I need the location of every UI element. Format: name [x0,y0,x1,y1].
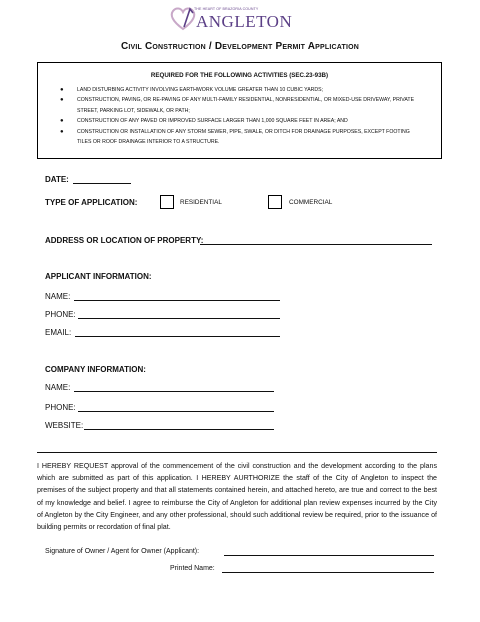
date-label: DATE: [45,175,69,184]
address-label: ADDRESS OR LOCATION OF PROPERTY: [45,236,204,245]
requirement-text: CONSTRUCTION, PAVING, OR RE-PAVING OF ANY MULTI-FAMILY RESIDENTIAL, NONRESIDENTIAL, OR MIXED-USE DRIVEWAY, PRIVATE STREET, PARKING LOT, SIDEWALK, OR PATH; [77,97,415,114]
residential-label: RESIDENTIAL [180,199,222,206]
owner-signature-field[interactable] [224,555,434,556]
company-website-label: WEBSITE: [45,421,84,430]
authorization-statement: I HEREBY REQUEST approval of the commencement of the civil construction and the development according to the plans which are submitted as part of this application. I HEREBY AURTHORIZE the staff of the City of Angleton to inspect the premises of the subject property and that all statements contained herein, and attached hereto, are true and correct to the best of my knowledge and belief. I agree to reimburse the City of Angleton for additional plan review expenses incurred by the City of Angleton by the City Engineer, and any other professional, should such additional review be required, prior to the issuance of building permits or recordation of final plat. [37,462,437,532]
date-field[interactable] [73,183,131,184]
commercial-label: COMMERCIAL [289,199,333,206]
applicant-phone-label: PHONE: [45,310,76,319]
company-heading: COMPANY INFORMATION: [45,365,146,374]
list-item [38,95,441,116]
list-item [38,116,441,126]
residential-checkbox[interactable] [160,195,174,209]
applicant-name-field[interactable] [74,300,280,301]
requirements-heading: REQUIRED FOR THE FOLLOWING ACTIVITIES (SEC.23-93B) [150,72,329,79]
requirement-text: CONSTRUCTION OF ANY PAVED OR IMPROVED SURFACE LARGER THAN 1,000 SQUARE FEET IN AREA; AND [77,118,348,125]
applicant-name-label: NAME: [45,292,71,301]
page-title [0,41,480,52]
applicant-email-label: EMAIL: [45,328,72,337]
bullet-icon: ● [60,97,64,104]
angleton-logo [168,3,318,35]
company-website-field[interactable] [84,429,274,430]
list-item [38,85,441,95]
company-name-field[interactable] [74,391,274,392]
requirement-text: LAND DISTURBING ACTIVITY INVOLVING EARTHWORK VOLUME GREATER THAN 10 CUBIC YARDS; [77,87,324,93]
commercial-checkbox[interactable] [268,195,282,209]
logo-tagline: THE HEART OF BRAZORIA COUNTY [194,7,259,11]
application-type-label: TYPE OF APPLICATION: [45,198,138,207]
company-phone-field[interactable] [78,411,274,412]
owner-signature-label: Signature of Owner / Agent for Owner (Applicant): [45,548,200,555]
list-item [38,127,441,148]
company-name-label: NAME: [45,383,71,392]
bullet-icon: ● [60,118,64,125]
printed-name-field[interactable] [222,572,434,573]
printed-name-label: Printed Name: [170,565,215,572]
logo-name: ANGLETON [196,12,293,31]
requirements-box [37,62,442,159]
bullet-icon: ● [60,87,64,93]
section-divider [37,452,437,453]
requirement-text: CONSTRUCTION OR INSTALLATION OF ANY STORM SEWER, PIPE, SWALE, OR DITCH FOR DRAINAGE PURPOSES, EXCEPT FOOTING TILES OR ROOF DRAINAGE INTERIOR TO A STRUCTURE. [77,128,410,146]
requirements-list [38,85,441,147]
applicant-heading: APPLICANT INFORMATION: [45,272,152,281]
applicant-phone-field[interactable] [78,318,280,319]
address-field[interactable] [200,244,432,245]
applicant-email-field[interactable] [75,336,280,337]
bullet-icon: ● [60,128,64,135]
company-phone-label: PHONE: [45,403,76,412]
title-text: Civil Construction / Development Permit Application [120,41,360,52]
